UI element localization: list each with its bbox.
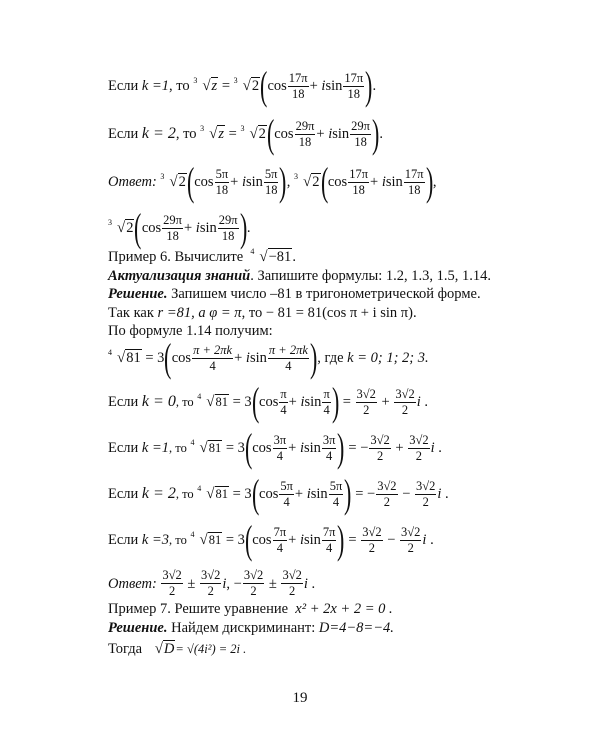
- cube-root-z: 3 √z: [200, 124, 224, 142]
- text: , то: [175, 126, 197, 142]
- answer-label: Ответ:: [108, 174, 157, 190]
- label: Актуализация знаний: [108, 268, 251, 284]
- fraction: $\frac{17\pi}{18}$: [288, 70, 308, 101]
- line-k2-cube-root: Если k = 2 , то 3 √z = 3 √2 ( cos $\frac{29\pi}{18}$ + i sin $\frac{29\pi}{18}$ ) .: [108, 111, 383, 156]
- line-k1-cube-root: Если k =1 , то 3 √z = 3 √2 ( cos $\frac{17\pi}{18}$ + i sin $\frac{17\pi}{18}$ ) .: [108, 63, 377, 108]
- knowledge-update: [108, 267, 491, 285]
- cube-root-z: 3 √z: [193, 76, 218, 94]
- cube-root-2: 3 √2: [233, 76, 260, 94]
- line-k3-fourth-root: Если k =3 , то 4 √81 = 3 ( cos $\frac{7\pi}{4}$ + i sin $\frac{7\pi}{4}$ ) = $\frac{3√2}{2}$ − $\frac{3√2}{2}$ i .: [108, 517, 434, 562]
- page-number: 19: [292, 690, 308, 706]
- solution-7: Решение. Найдем дискриминант: D=4−8=−4.: [108, 620, 394, 636]
- text: Если: [108, 78, 139, 94]
- k-value: k = 2: [141, 125, 176, 142]
- cube-root-2: 3 √2: [240, 124, 266, 142]
- example-6-title: Пример 6. Вычислите 4 √−81.: [108, 247, 296, 265]
- answer-example-6: Ответ: $\frac{3√2}{2}$ ± $\frac{3√2}{2}$ i , − $\frac{3√2}{2}$ ± $\frac{3√2}{2}$ i .: [108, 568, 316, 598]
- line-answer-1: Ответ: 3 √2 ( cos $\frac{5\pi}{18}$ + i sin $\frac{5\pi}{18}$ ) , 3 √2 ( cos $\frac{17\pi}{18}$ + i sin $\frac{17\pi}{18}$ ) ,: [108, 159, 437, 204]
- text: Если: [108, 126, 139, 142]
- label: Решение.: [108, 286, 168, 302]
- fraction: $\frac{17\pi}{18}$: [344, 70, 364, 101]
- general-root-formula: 4 √81 = 3 ( cos $\frac{\pi + 2\pi k}{4}$ + i sin $\frac{\pi + 2\pi k}{4}$ ) , где k = 0; 1; 2; 3.: [108, 335, 429, 380]
- fraction: $\frac{29\pi}{18}$: [295, 118, 315, 149]
- line-k1-fourth-root: Если k =1 , то 4 √81 = 3 ( cos $\frac{3\pi}{4}$ + i sin $\frac{3\pi}{4}$ ) = − $\frac{3√2}{2}$ + $\frac{3√2}{2}$ i .: [108, 425, 442, 470]
- text: . Запишите формулы: 1.2, 1.3, 1.5, 1.14.: [250, 268, 492, 284]
- text: , то: [169, 78, 190, 94]
- fraction: $\frac{29\pi}{18}$: [351, 118, 370, 149]
- line-k0: Если k = 0 , то 4 √81 = 3 ( cos $\frac{\pi}{4}$ + i sin $\frac{\pi}{4}$ ) = $\frac{3√2}{2}$ + $\frac{3√2}{2}$ i .: [108, 379, 428, 424]
- line-k2-fourth-root: Если k = 2 , то 4 √81 = 3 ( cos $\frac{5\pi}{4}$ + i sin $\frac{5\pi}{4}$ ) = − $\frac{3√2}{2}$ − $\frac{3√2}{2}$ i .: [108, 471, 449, 516]
- example-7-title: Пример 7. Решите уравнение x² + 2x + 2 = 0 .: [108, 601, 393, 617]
- formula-ref: По формуле 1.14 получим:: [108, 323, 273, 339]
- k-value: k =1: [141, 78, 170, 94]
- then-line: Тогда √D= √(4i²) = 2i .: [108, 641, 247, 657]
- since-line: Так как r =81, а φ = π, то − 81 = 81(cos π + i sin π).: [108, 305, 417, 321]
- line-answer-2: 3 √2 ( cos $\frac{29\pi}{18}$ + i sin $\frac{29\pi}{18}$ ) .: [108, 205, 251, 250]
- text: Запишем число –81 в тригонометрической форме.: [167, 286, 481, 302]
- solution-line: [108, 285, 481, 303]
- text: Пример 6. Вычислите: [108, 249, 244, 265]
